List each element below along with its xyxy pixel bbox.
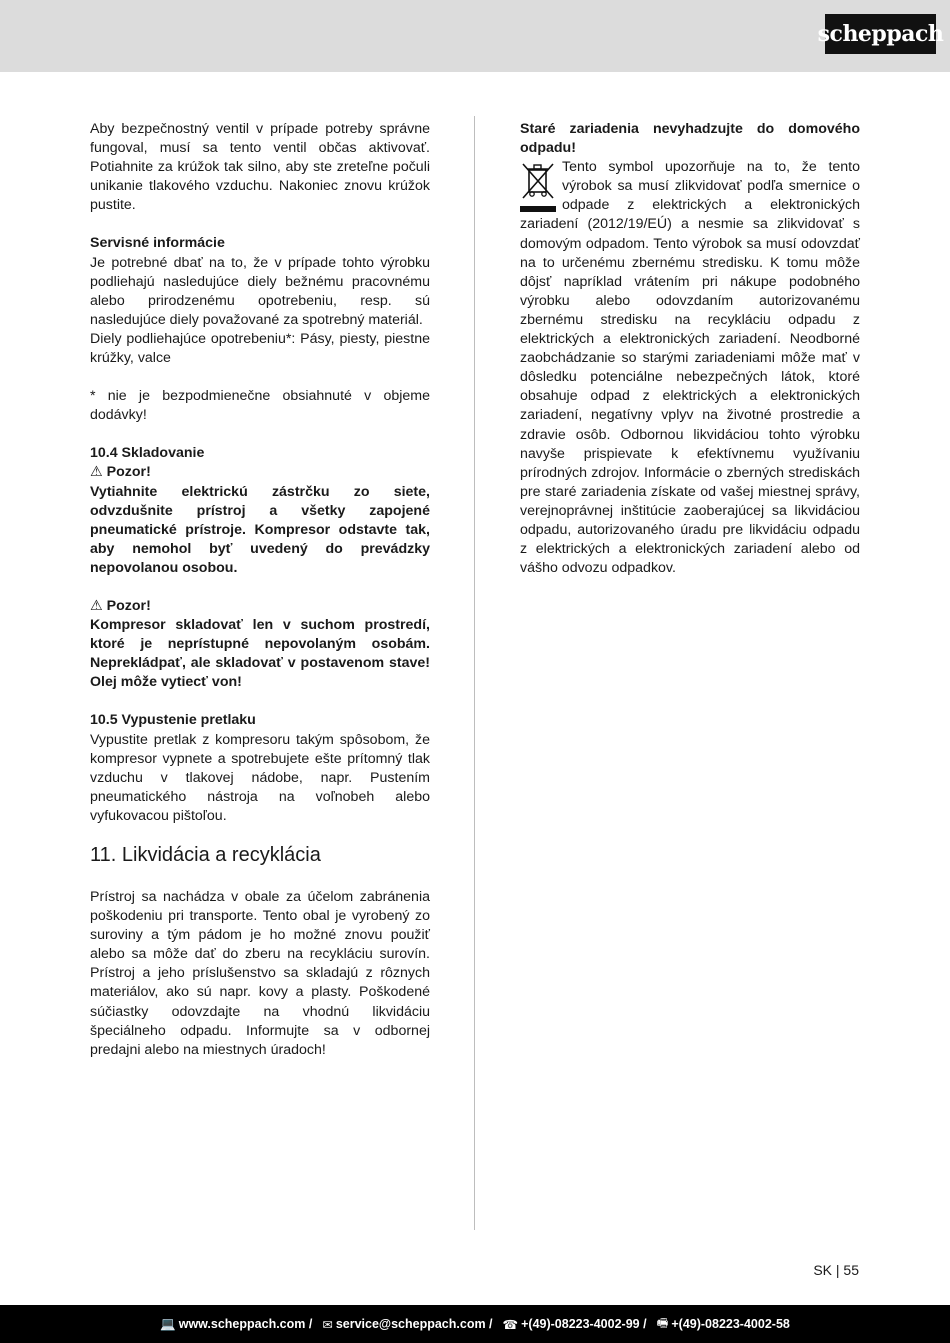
envelope-icon: ✉	[322, 1317, 333, 1332]
footer-bar	[0, 1305, 950, 1343]
storage-warning-1: Vytiahnite elektrickú zástrčku zo siete, odvzdušnite prístroj a všetky zapojené pneumatické prístroje. Kompresor odstavte tak, aby nemohol byť uvedený do prevádzky nepovolanou osobou.	[90, 483, 430, 576]
footer-website-link[interactable]: www.scheppach.com /	[178, 1317, 313, 1331]
pressure-heading: 10.5 Vypustenie pretlaku	[90, 712, 256, 729]
footnote-text: * nie je bezpodmienečne obsiahnuté v objeme dodávky!	[90, 388, 430, 424]
service-text: Je potrebné dbať na to, že v prípade tohto výrobku podliehajú nasledujúce diely bežnému pracovnému alebo prirodzenému opotrebeniu, resp. sú nasledujúce diely považované za spotrebný materiál.	[90, 254, 430, 328]
footer-phone: +(49)-08223-4002-99 /	[521, 1317, 647, 1331]
pressure-text: Vypustite pretlak z kompresoru takým spôsobom, že kompresor vypnete a spotrebujete ešte prítomný tlak vzduchu v tlakovej nádobe, napr. Pustením pneumatického nástroja na voľnobeh alebo vyfukovacou pištoľou.	[90, 731, 430, 824]
crossed-out-wheelie-bin-icon	[520, 160, 556, 215]
caution-label: ⚠ Pozor!	[90, 464, 151, 481]
phone-icon: ☎	[502, 1317, 519, 1332]
right-column	[520, 120, 860, 578]
service-heading: Servisné informácie	[90, 235, 225, 252]
disposal-text: Prístroj sa nachádza v obale za účelom zabránenia poškodeniu pri transporte. Tento obal je vyrobený zo suroviny a tým pádom je ho možné znovu použiť alebo sa môže dať do zberu na recykláciu surovín. Prístroj a jeho príslušenstvo sa skladajú z rôznych materiálov, ako sú napr. kovy a plasty. Poškodené súčiastky odovzdajte na vhodnú likvidáciu špeciálneho odpadu. Informujte sa v odbornej predajni alebo na miestnych úradoch!	[90, 889, 430, 1058]
footer-email-link[interactable]: service@scheppach.com /	[335, 1317, 493, 1331]
scheppach-logo: scheppach	[825, 14, 936, 54]
storage-heading: 10.4 Skladovanie	[90, 445, 205, 462]
wear-parts-text: Diely podliehajúce opotrebeniu*: Pásy, piesty, piestne krúžky, valce	[90, 330, 430, 367]
caution-label-2: ⚠ Pozor!	[90, 597, 151, 614]
header-band	[0, 0, 950, 72]
column-divider	[474, 116, 475, 1230]
page-number: SK | 55	[813, 1262, 859, 1278]
disposal-title: 11. Likvidácia a recyklácia	[90, 844, 321, 866]
weee-heading: Staré zariadenia nevyhadzujte do domového odpadu!	[520, 121, 860, 157]
storage-warning-2: Kompresor skladovať len v suchom prostredí, ktoré je neprístupné nepovolaným osobám. Neprekládpať, ale skladovať v postavenom stave! Olej môže vytiecť von!	[90, 617, 430, 691]
footer-fax: +(49)-08223-4002-58	[671, 1317, 790, 1331]
left-column	[90, 120, 430, 1060]
weee-text: Tento symbol upozorňuje na to, že tento výrobok sa musí zlikvidovať podľa smernice o odpade z elektrických a elektronických zariadení (2012/19/EÚ) a nesmie sa zlikvidovať s domovým odpadom. Tento výrobok sa musí odovzdať na to určenému zbernému stredisku. K tomu môže dôjsť napríklad vrátením pri nákupe podobného výrobku alebo odovzdaním autorizovanému zbernému stredisku na recykláciu odpadu z elektrických a elektronických zariadení. Neodborné zaobchádzanie so starými zariadeniami môže mať v dôsledku potenciálne nebezpečných látok, ktoré obsahuje odpad z elektrických a elektronických zariadení, negatívny vplyv na životné prostredie a zdravie osôb. Odbornou likvidáciou tohto výrobku navyše prispievate k efektívnemu využívaniu prírodných zdrojov. Informácie o zberných strediskách pre staré zariadenia získate od vašej miestnej správy, verejnoprávnej inštitúcie zaoberajúcej sa likvidáciou odpadu, autorizovaného úradu pre likvidáciu odpadu z elektrických a elektronických zariadení alebo od vášho odvozu odpadkov.	[520, 159, 860, 577]
safety-valve-text: Aby bezpečnostný ventil v prípade potreby správne fungoval, musí sa tento ventil občas aktivovať. Potiahnite za krúžok tak silno, aby ste zreteľne počuli unikanie tlakového vzduchu. Nakoniec znovu krúžok pustite.	[90, 121, 430, 214]
computer-icon: 💻	[160, 1316, 176, 1331]
fax-icon: 🖷	[656, 1315, 669, 1330]
